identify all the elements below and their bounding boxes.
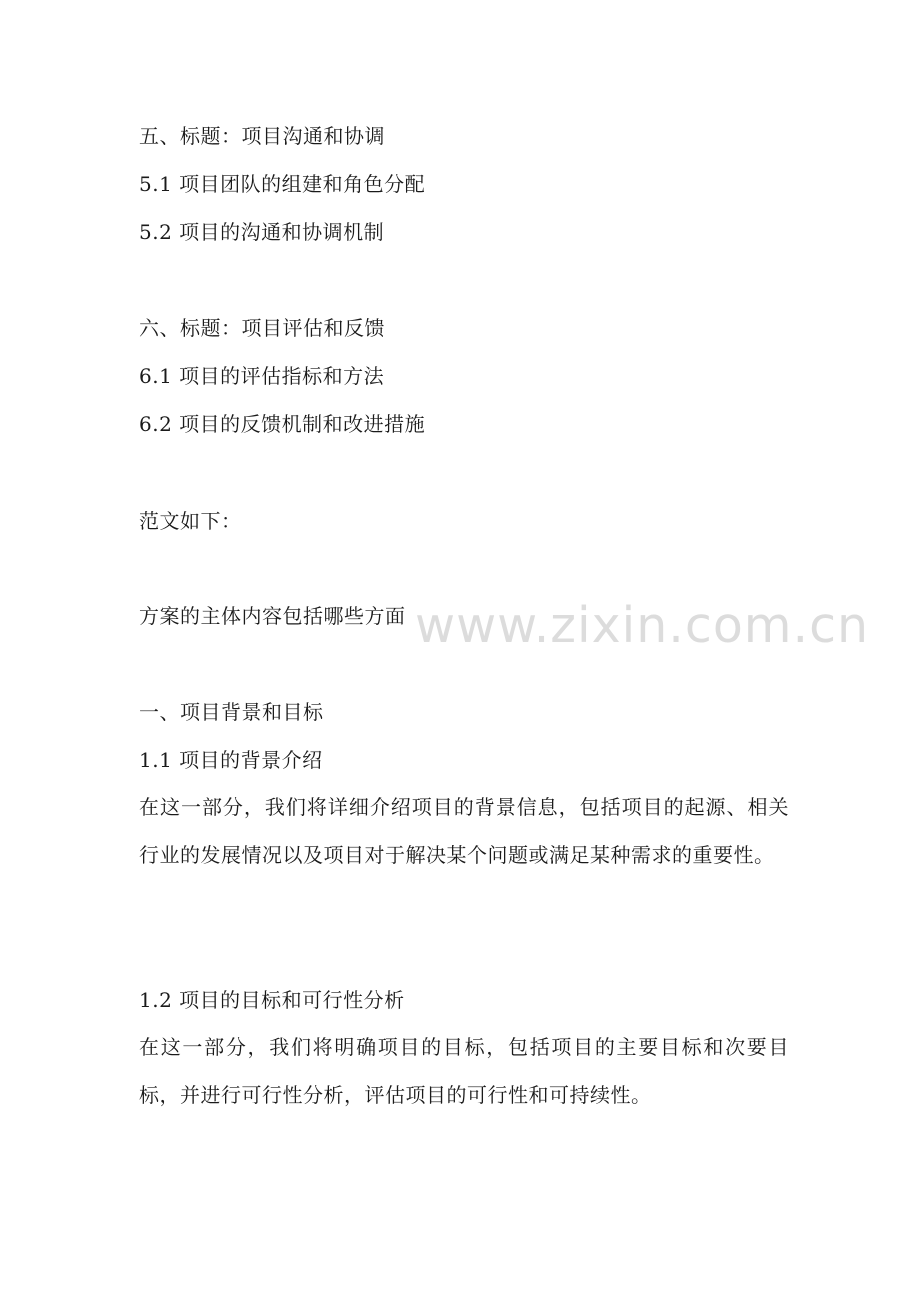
section-6-heading: 六、标题：项目评估和反馈 [139, 316, 385, 340]
part-1-heading: 一、项目背景和目标 [139, 700, 324, 724]
part-1-2-title: 1.2 项目的目标和可行性分析 [139, 988, 405, 1012]
section-6-item-1: 6.1 项目的评估指标和方法 [139, 364, 385, 388]
section-5-item-2: 5.2 项目的沟通和协调机制 [139, 220, 385, 244]
example-intro: 范文如下： [139, 509, 242, 533]
section-5-heading: 五、标题：项目沟通和协调 [139, 124, 385, 148]
section-5-item-1: 5.1 项目团队的组建和角色分配 [139, 172, 426, 196]
part-1-1-title: 1.1 项目的背景介绍 [139, 748, 323, 772]
part-1-2-body: 在这一部分，我们将明确项目的目标，包括项目的主要目标和次要目标，并进行可行性分析，评估项目的可行性和可持续性。 [139, 1035, 789, 1107]
document-title: 方案的主体内容包括哪些方面 [139, 604, 406, 628]
part-1-1-body: 在这一部分，我们将详细介绍项目的背景信息，包括项目的起源、相关行业的发展情况以及项目对于解决某个问题或满足某种需求的重要性。 [139, 795, 789, 867]
section-6-item-2: 6.2 项目的反馈机制和改进措施 [139, 412, 426, 436]
watermark: www.zixin.com.cn [415, 597, 870, 654]
